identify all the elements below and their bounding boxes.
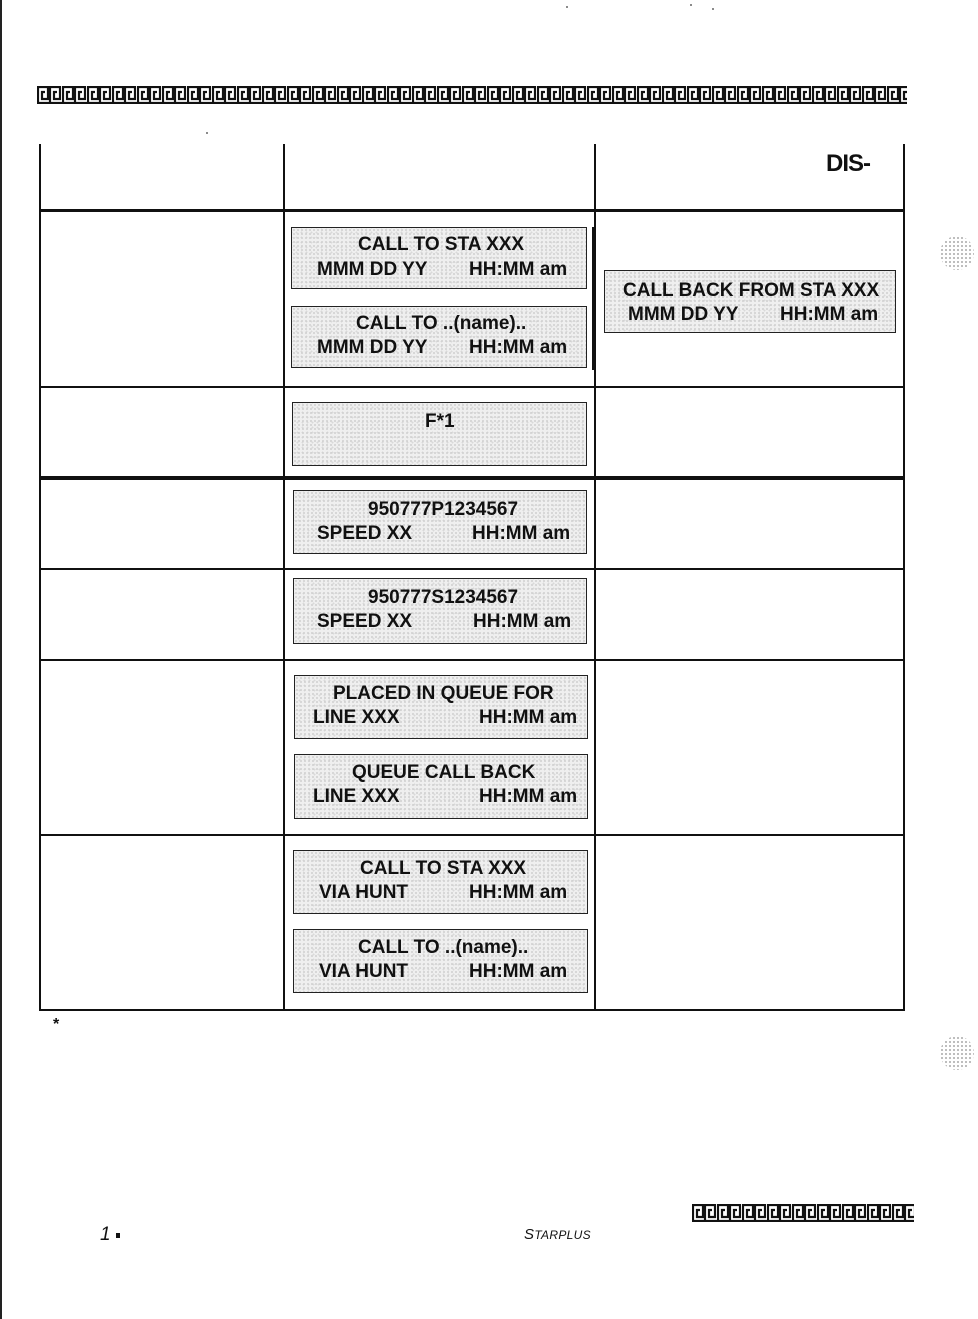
lcd-line-2-left: VIA HUNT (319, 961, 409, 982)
lcd-line-1: CALL BACK FROM STA XXX (623, 280, 880, 301)
product-name: STARPLUS (524, 1226, 591, 1243)
lcd-line-1: CALL TO STA XXX (360, 858, 527, 879)
lcd-line-2-right: HH:MM am (780, 304, 879, 325)
lcd-line-2-left: VIA HUNT (319, 882, 409, 903)
lcd-line-2-right: HH:MM am (473, 611, 572, 632)
lcd-line-2-right: HH:MM am (479, 707, 578, 728)
callback-lcd-display (604, 270, 896, 333)
punch-hole-mark (940, 236, 974, 270)
lcd-display (291, 306, 587, 368)
greek-key-border-top (37, 86, 907, 104)
column-header-fragment: DIS- (826, 150, 870, 177)
lcd-line-2-left: SPEED XX (317, 611, 413, 632)
page-number: 1 (100, 1224, 111, 1245)
lcd-line-1: CALL TO ..(name).. (358, 937, 529, 958)
lcd-line-1: F*1 (425, 411, 455, 432)
lcd-line-2-left: LINE XXX (313, 707, 400, 728)
lcd-line-1: 950777S1234567 (368, 587, 519, 608)
lcd-display (293, 850, 588, 914)
lcd-line-2-left: MMM DD YY (317, 337, 428, 358)
lcd-line-2-right: HH:MM am (469, 337, 568, 358)
lcd-line-1: 950777P1234567 (368, 499, 519, 520)
lcd-line-2-right: HH:MM am (469, 882, 568, 903)
lcd-display (294, 675, 588, 739)
lcd-display (293, 578, 587, 644)
lcd-line-2-right: HH:MM am (469, 961, 568, 982)
lcd-line-2-left: SPEED XX (317, 523, 413, 544)
lcd-display (292, 402, 587, 466)
lcd-line-1: QUEUE CALL BACK (352, 762, 536, 783)
greek-key-border-bottom (692, 1204, 914, 1222)
lcd-line-1: CALL TO STA XXX (358, 234, 525, 255)
lcd-display (291, 227, 587, 289)
lcd-line-1: CALL TO ..(name).. (356, 313, 527, 334)
lcd-display (293, 490, 587, 554)
lcd-display (294, 754, 588, 819)
footnote-marker: * (53, 1016, 60, 1033)
lcd-line-2-left: LINE XXX (313, 786, 400, 807)
lcd-line-2-right: HH:MM am (479, 786, 578, 807)
bullet-mark (116, 1233, 120, 1238)
punch-hole-mark (940, 1036, 974, 1070)
lcd-line-2-right: HH:MM am (472, 523, 571, 544)
lcd-display (293, 929, 588, 993)
lcd-line-2-left: MMM DD YY (317, 259, 428, 280)
lcd-line-1: PLACED IN QUEUE FOR (333, 683, 554, 704)
left-margin-rule (0, 0, 2, 1319)
lcd-line-2-right: HH:MM am (469, 259, 568, 280)
lcd-line-2-left: MMM DD YY (628, 304, 739, 325)
